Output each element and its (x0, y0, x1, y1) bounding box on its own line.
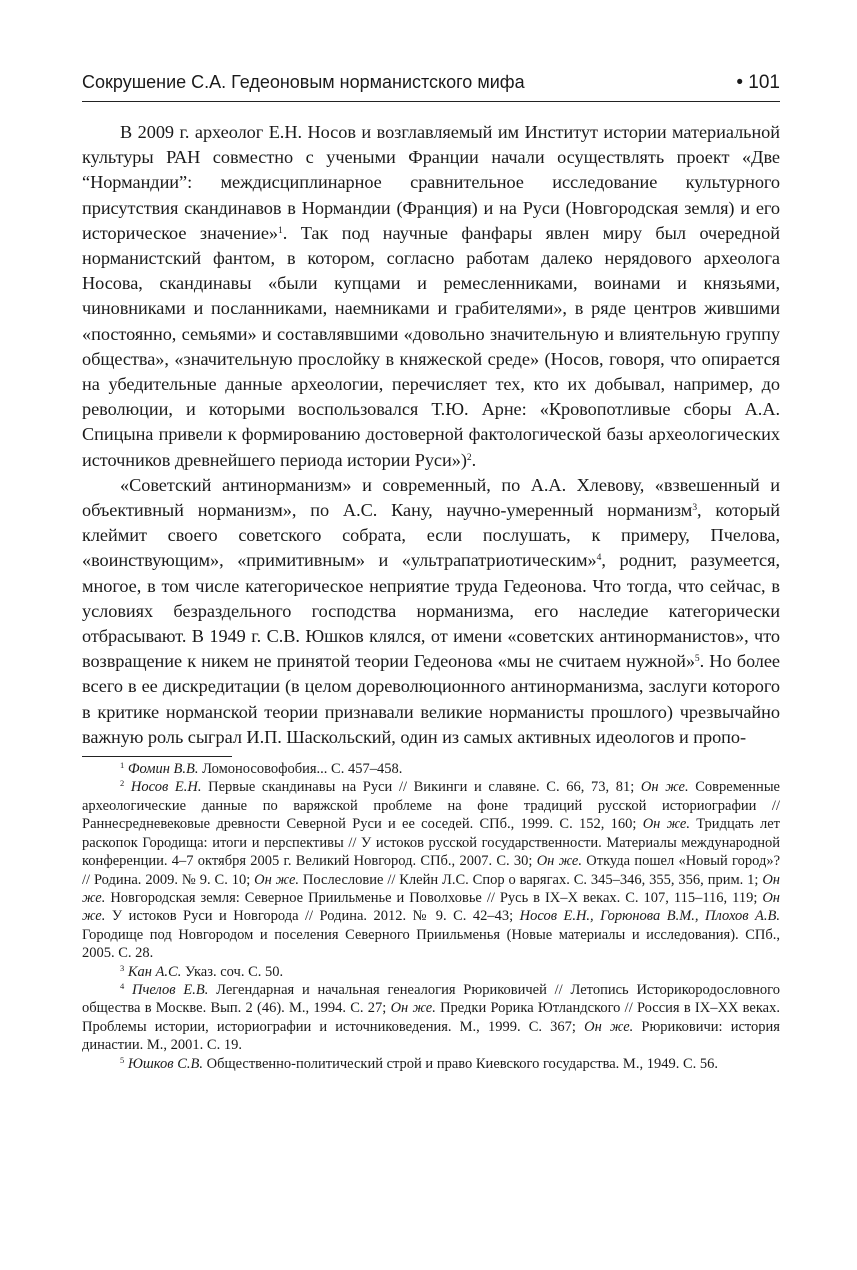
footnote-text: Городище под Новгородом и поселения Северного Приильменья (Новые материалы и исследования). СПб., 2005. С. 28. (82, 926, 780, 962)
footnote-separator (82, 756, 232, 757)
footnote-author: Он же. (536, 853, 582, 870)
footnote-author: Фомин В.В. (127, 761, 199, 778)
book-page (82, 72, 780, 1073)
footnote-ref[interactable]: 1 (277, 225, 283, 236)
footnote-author: Кан А.С. (127, 963, 182, 980)
footnote-number: 5 (120, 1054, 125, 1065)
footnote-text: Рюриковичи: история династии. М., 2001. С. 19. (82, 1018, 780, 1054)
footnote-text: Современные археологические данные по варяжской проблеме на фоне традиций русской историографии // Раннесредневековые древности Северной Руси и ее соседей. СПб., 1999. С. 152, 160; (82, 779, 780, 833)
footnote-number: 4 (120, 980, 125, 991)
footnote-author: Он же. (82, 871, 780, 906)
paragraph-text: , роднит, разумеется, многое, в том числе категорическое неприятие труда Гедеонова. Что тогда, что сейчас, в условиях безраздельного господства норманизма, его наследие категорически отбрасывают. В 1949 г. С.В. Юшков клялся, от имени «советских антинорманистов», что возвращение к никем не принятой теории Гедеонова «мы не считаем нужной» (82, 550, 781, 672)
footnote-author: Пчелов Е.В. (132, 981, 209, 998)
footnotes (82, 760, 780, 1073)
footnote-ref[interactable]: 3 (692, 503, 698, 514)
paragraph-text: . Но более всего в ее дискредитации (в целом дореволюционного антинорманизма, заслуги которого в критике норманской теории признавали великие норманисты прошлого) чрезвычайно важную роль сыграл И.П. Шаскольский, один из самых активных идеологов и пропо- (82, 651, 780, 747)
footnote-text: Первые скандинавы на Руси // Викинги и славяне. С. 66, 73, 81; (201, 779, 641, 796)
paragraph-text: В 2009 г. археолог Е.Н. Носов и возглавляемый им Институт истории материальной культуры РАН совместно с учеными Франции начали осуществлять проект «Две “Нормандии”: междисциплинарное сравнительное исследование культурного присутствия скандинавов в Нормандии (Франция) и на Руси (Новгородская земля) и его историческое значение» (82, 122, 780, 243)
footnote-3 (82, 963, 780, 981)
footnote-2 (82, 778, 780, 962)
footnote-ref[interactable]: 2 (466, 452, 472, 463)
footnote-text: Легендарная и начальная генеалогия Рюриковичей // Летопись Историкородословного общества в Москве. Вып. 2 (46). М., 1994. С. 27; (82, 981, 780, 1017)
footnote-author: Он же. (640, 779, 689, 796)
footnote-text: У истоков Руси и Новгорода // Родина. 2012. № 9. С. 42–43; (105, 908, 520, 925)
footnote-text: Общественно-политический строй и право Киевского государства. М., 1949. С. 56. (202, 1055, 718, 1072)
paragraph-2 (82, 473, 780, 750)
footnote-author: Юшков С.В. (127, 1055, 203, 1072)
footnote-author: Носов Е.Н., Горюнова В.М., Плохов А.В. (519, 908, 780, 925)
footnote-4 (82, 981, 780, 1055)
page-number: • 101 (736, 72, 780, 93)
running-header (82, 72, 780, 102)
paragraph-1 (82, 120, 780, 473)
footnote-number: 1 (120, 760, 125, 771)
footnote-text: Тридцать лет раскопок Городища: итоги и перспективы // У истоков русской государственности. Материалы международной конференции. 4–7 октября 2005 г. Великий Новгород. СПб., 2007. С. 30; (82, 816, 780, 870)
footnote-text: Новгородская земля: Северное Приильменье и Поволховье // Русь в IX–X веках. С. 107, 115–116, 119; (105, 889, 763, 906)
body-text (82, 120, 780, 750)
footnote-1 (82, 760, 780, 778)
footnote-author: Он же. (82, 889, 780, 925)
footnote-text: Указ. соч. С. 50. (181, 963, 284, 980)
footnote-number: 3 (120, 962, 125, 973)
footnote-author: Он же. (642, 816, 690, 833)
footnote-text: Послесловие // Клейн Л.С. Спор о варягах. С. 345–346, 355, 356, прим. 1; (299, 871, 763, 888)
running-title: Сокрушение С.А. Гедеоновым норманистского мифа (82, 72, 525, 92)
paragraph-text: . Так под научные фанфары явлен миру был очередной норманистский фантом, в котором, согласно работам далеко нерядового археолога Носова, скандинавы «были купцами и ремесленниками, воинами и князьями, чиновниками и посланниками, наемниками и грабителями», в ряде центров жившими «постоянно, семьями» и составлявшими «довольно значительную и влиятельную группу общества», «значительную прослойку в княжеской среде» (Носов, говоря, что опирается на убедительные данные археологии, перечисляет тех, кто их добывал, например, до революции, и которыми воспользовался Т.Ю. Арне: «Кровопотливые сборы А.А. Спицына привели к формированию достоверной фактологической базы археологических источников древнейшего периода истории Руси») (82, 222, 780, 470)
footnote-text: Откуда пошел «Новый город»? // Родина. 2009. № 9. С. 10; (82, 853, 781, 888)
footnote-5 (82, 1055, 780, 1073)
footnote-text: Ломоносовофобия... С. 457–458. (198, 761, 403, 778)
paragraph-text: «Советский антинорманизм» и современный, по А.А. Хлевову, «взвешенный и объективный норманизм», по А.С. Кану, научно-умеренный норманизм (82, 474, 780, 521)
footnote-ref[interactable]: 4 (596, 553, 602, 564)
footnote-ref[interactable]: 5 (694, 654, 700, 665)
paragraph-text: , который клеймит своего советского собрата, если послушать, к примеру, Пчелова, «воинствующим», «примитивным» и «ультрапатриотическим» (82, 500, 780, 571)
footnote-author: Он же. (390, 1000, 436, 1017)
footnote-author: Носов Е.Н. (130, 779, 202, 796)
footnote-author: Он же. (584, 1018, 634, 1035)
footnote-text: Предки Рорика Ютландского // Россия в IX–XX веках. Проблемы истории, историографии и источниковедения. М., 1999. С. 367; (82, 1000, 780, 1035)
footnote-author: Он же. (254, 871, 300, 888)
footnote-number: 2 (120, 778, 125, 789)
paragraph-text: . (471, 449, 477, 470)
